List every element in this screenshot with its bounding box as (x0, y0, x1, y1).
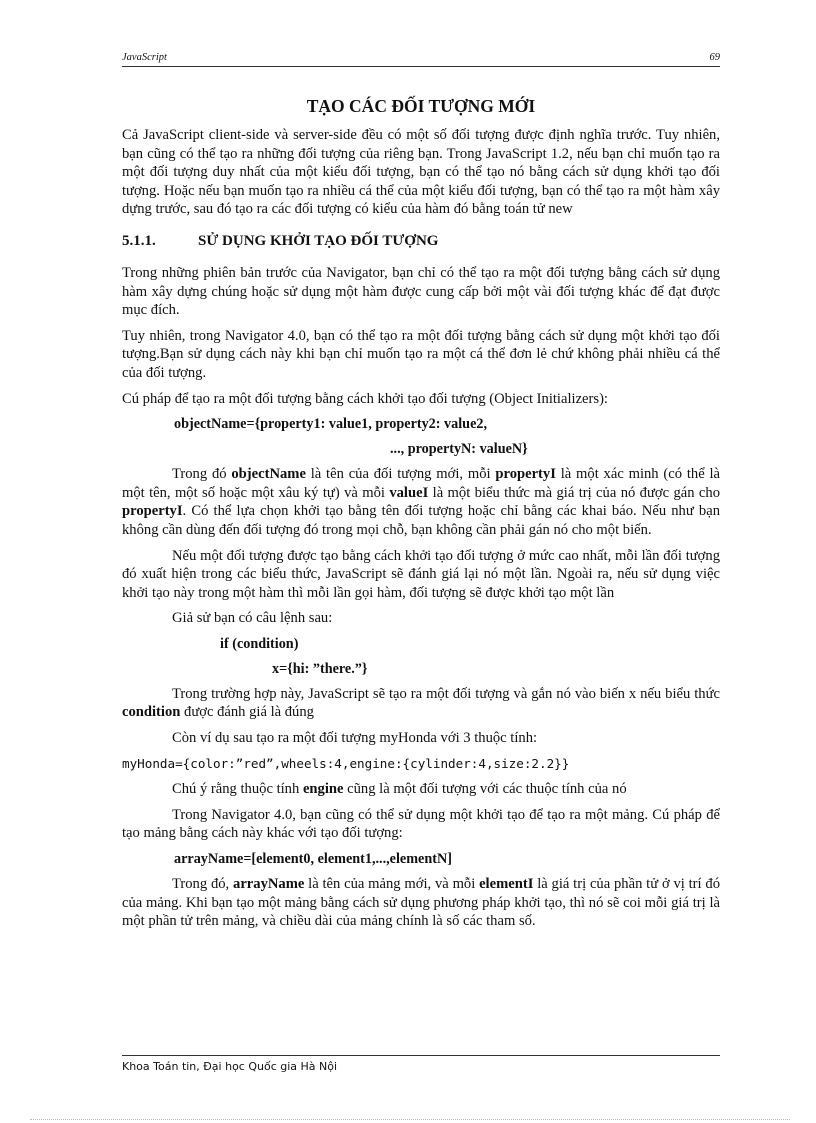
text-run: Trong đó, (172, 876, 234, 893)
code-if-condition: if (condition) (220, 635, 299, 652)
page-edge-divider (30, 1119, 790, 1120)
header-title: JavaScript (122, 52, 167, 63)
chapter-title: TẠO CÁC ĐỐI TƯỢNG MỚI (306, 96, 536, 116)
code-assignment: x={hi: ”there.”} (272, 660, 368, 677)
paragraph-navigator-4: Tuy nhiên, trong Navigator 4.0, bạn có thể tạo ra một đối tượng bằng cách sử dụng một khởi tạo đối tượng.Bạn sử dụng cách này khi bạn chỉ muốn tạo ra một cá thể đơn lẻ chứ không phải nhiều cá thể của đối tượng. (122, 327, 720, 381)
keyword-condition: condition (122, 704, 181, 721)
text-run: là tên của đối tượng mới, mỗi (305, 466, 496, 483)
text-run: . Có thể lựa chọn khởi tạo bằng tên đối tượng hoặc chỉ bằng các khai báo. Nếu như bạn không cần dùng đến đối tượng đó trong mọi chỗ, bạn không cần phải gán nó cho một biến. (122, 503, 720, 538)
code-array-initializer: arrayName=[element0, element1,...,elementN] (174, 851, 452, 868)
paragraph-array-explanation (122, 875, 720, 931)
paragraph-myhonda-intro: Còn ví dụ sau tạo ra một đối tượng myHonda với 3 thuộc tính: (172, 730, 538, 747)
keyword-propertyi: propertyI (122, 503, 183, 520)
code-object-initializer-line1: objectName={property1: value1, property2: value2, (174, 416, 488, 433)
paragraph-syntax-explanation (122, 465, 720, 539)
page-number: 69 (709, 52, 720, 63)
paragraph-condition-explanation (122, 685, 720, 722)
section-heading (122, 233, 720, 250)
section-title: SỬ DỤNG KHỞI TẠO ĐỐI TƯỢNG (198, 232, 439, 249)
paragraph-engine-note (122, 780, 720, 799)
text-run: là một xác minh (có thể là một tên, một số hoặc một xâu ký tự) và mỗi (122, 466, 721, 501)
paragraph-top-level-evaluation: Nếu một đối tượng được tạo bằng cách khởi tạo đối tượng ở mức cao nhất, mỗi lần đối tượng đó xuất hiện trong các biểu thức, JavaScript sẽ đánh giá lại nó một lần. Ngoài ra, nếu sử dụng việc khởi tạo này trong một hàm thì mỗi lần gọi hàm, đối tượng sẽ được khởi tạo một lần (122, 547, 720, 601)
keyword-valuei: valueI (389, 484, 429, 501)
code-object-initializer-line2: ..., propertyN: valueN} (390, 441, 528, 458)
page-content (122, 96, 720, 931)
section-number: 5.1.1. (122, 232, 156, 249)
text-run: cũng là một đối tượng với các thuộc tính của nó (343, 781, 627, 798)
keyword-elementi: elementI (479, 876, 534, 893)
paragraph-previous-versions: Trong những phiên bản trước của Navigator, bạn chỉ có thể tạo ra một đối tượng bằng cách sử dụng hàm xây dựng chúng hoặc sử dụng một hàm được cung cấp bởi một vài đối tượng khác để đạt được mục đích. (122, 264, 720, 319)
code-myhonda: myHonda={color:”red”,wheels:4,engine:{cylinder:4,size:2.2}} (122, 755, 570, 771)
text-run: là tên của mảng mới, và mỗi (304, 876, 480, 893)
intro-paragraph: Cả JavaScript client-side và server-side đều có một số đối tượng được định nghĩa trước. Tuy nhiên, bạn cũng có thể tạo ra những đối tượng của riêng bạn. Trong JavaScript 1.2, nếu bạn chỉ muốn tạo ra một đối tượng duy nhất của một kiểu đối tượng, bạn có thể tạo nó bằng cách sử dụng khởi tạo đối tượng. Hoặc nếu bạn muốn tạo ra nhiều cá thể của một kiểu đối tượng, bạn có thể tạo ra một hàm xây dựng trước, sau đó tạo ra các đối tượng có kiểu của hàm đó bằng toán tử new (122, 127, 720, 218)
text-run: Chú ý rằng thuộc tính (172, 781, 303, 798)
page-footer (122, 1055, 720, 1073)
text-run: Trong đó (172, 466, 232, 483)
text-run: là một biểu thức mà giá trị của nó được gán cho (428, 484, 720, 501)
keyword-propertyi: propertyI (495, 466, 556, 483)
keyword-objectname: objectName (231, 466, 306, 483)
keyword-engine: engine (302, 781, 344, 798)
text-run: được đánh giá là đúng (180, 704, 314, 721)
page-header (122, 52, 720, 67)
text-run: Trong trường hợp này, JavaScript sẽ tạo ra một đối tượng và gắn nó vào biến x nếu biểu thức (172, 685, 720, 702)
paragraph-statement-intro: Giả sử bạn có câu lệnh sau: (172, 610, 333, 627)
paragraph-array-intro: Trong Navigator 4.0, bạn cũng có thể sử dụng một khởi tạo để tạo ra một mảng. Cú pháp để tạo mảng bằng cách này khác với tạo đối tượng: (122, 806, 720, 842)
paragraph-syntax-intro: Cú pháp để tạo ra một đối tượng bằng cách khởi tạo đối tượng (Object Initializers): (122, 390, 608, 407)
footer-text: Khoa Toán tin, Đại học Quốc gia Hà Nội (122, 1060, 338, 1073)
keyword-arrayname: arrayName (233, 876, 305, 893)
text-run: là giá trị của phần tử ở vị trí đó của mảng. Khi bạn tạo một mảng bằng cách sử dụng phương pháp khởi tạo, thì nó sẽ coi mỗi giá trị là một phần tử trên mảng, và chiều dài của mảng chính là số các tham số. (122, 876, 720, 930)
